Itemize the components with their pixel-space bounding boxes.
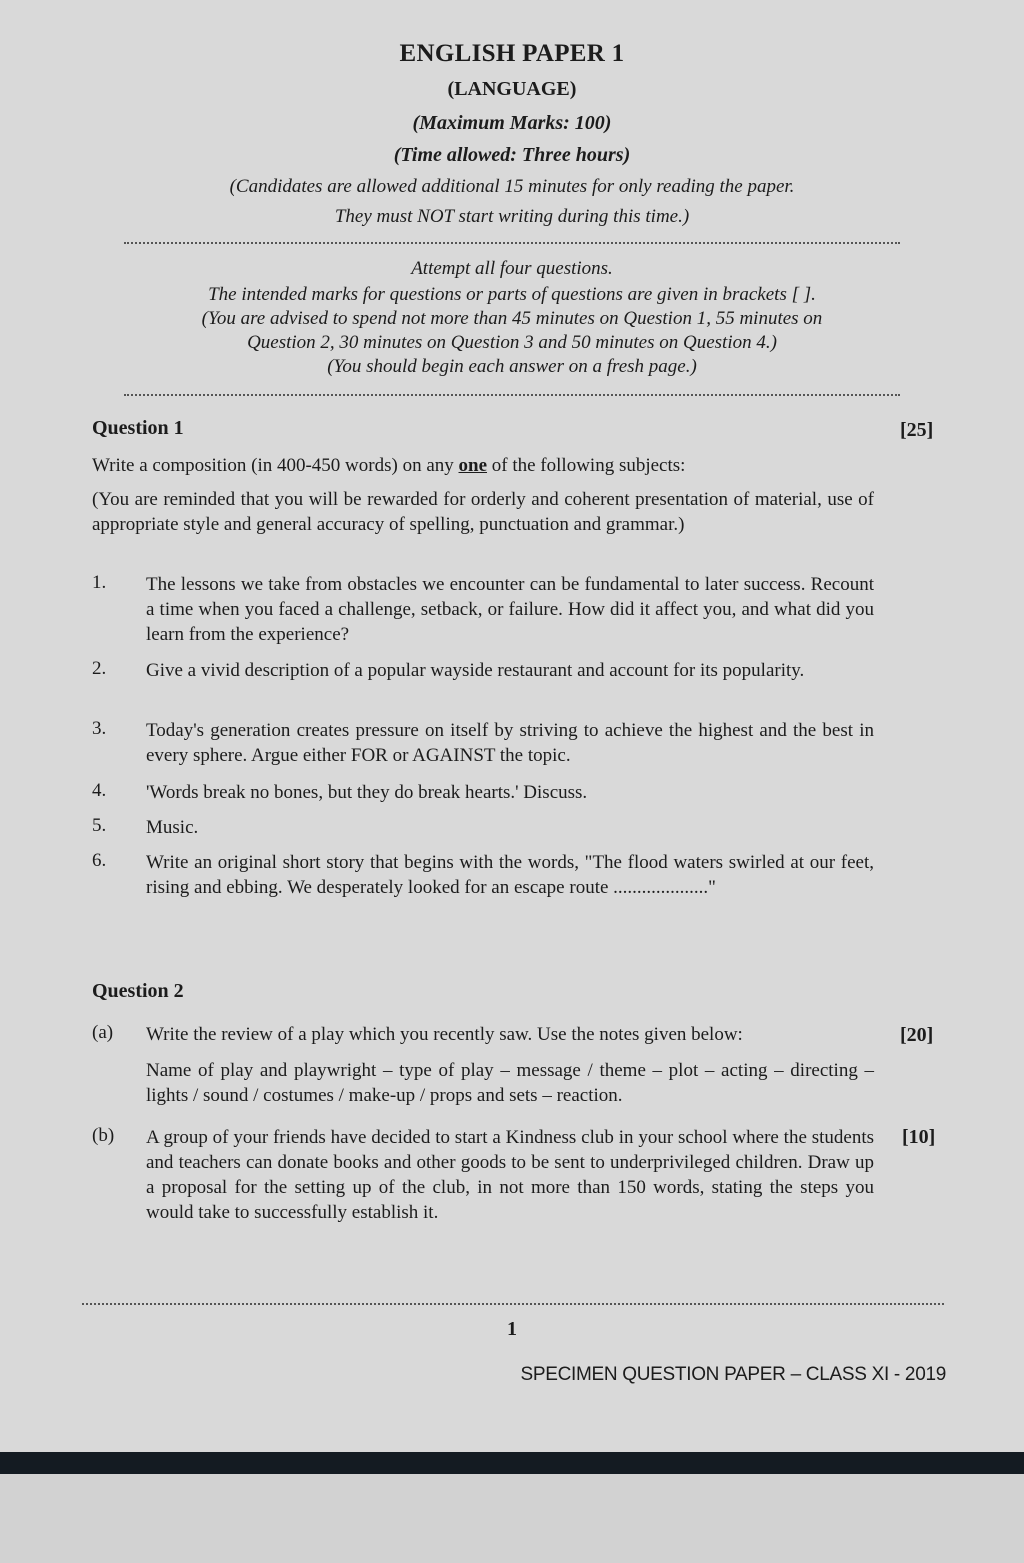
instruction-line-3: (You are advised to spend not more than 45 minutes on Question 1, 55 minutes on [201,308,823,329]
specimen-footer: SPECIMEN QUESTION PAPER – CLASS XI - 2019 [520,1364,946,1385]
list-item-number: 3. [92,718,107,739]
instruction-line-1: Attempt all four questions. [411,258,613,279]
part-a-label: (a) [92,1022,114,1043]
instruction-line-5: (You should begin each answer on a fresh page.) [327,356,697,377]
reading-time-notice-line-1: (Candidates are allowed additional 15 minutes for only reading the paper. [229,176,795,197]
question-1-heading: Question 1 [92,417,184,439]
list-item: Music. [146,817,199,838]
part-b-marks: [10] [902,1126,936,1148]
list-item: Write an original short story that begins with the words, "The flood waters swirled at our feet, rising and ebbing. We desperately looked for an escape route ...................." [146,852,874,898]
list-item-number: 4. [92,780,107,801]
divider-middle [124,394,900,396]
divider-footer [82,1303,944,1305]
list-item: Give a vivid description of a popular wayside restaurant and account for its popularity. [146,660,805,681]
paper-title: ENGLISH PAPER 1 [399,40,625,67]
part-a-notes: Name of play and playwright – type of play – message / theme – plot – acting – directing – lights / sound / costumes / make-up / props and sets – reaction. [146,1060,874,1106]
background-below-page [0,1474,1024,1563]
divider-top [124,242,900,244]
list-item: Today's generation creates pressure on itself by striving to achieve the highest and the best in every sphere. Argue either FOR or AGAINST the topic. [146,720,874,766]
time-allowed: (Time allowed: Three hours) [393,144,631,166]
question-2-heading: Question 2 [92,980,184,1002]
instruction-prefix: Write a composition (in 400-450 words) on any [92,455,459,476]
list-item-number: 6. [92,850,107,871]
question-1-instruction [92,453,874,478]
instruction-line-2: The intended marks for questions or parts of questions are given in brackets [ ]. [208,284,816,305]
instruction-emphasis: one [458,455,488,476]
part-a-marks: [20] [900,1024,934,1046]
paper-subtitle: (LANGUAGE) [447,78,577,100]
maximum-marks: (Maximum Marks: 100) [412,112,612,134]
reading-time-notice-line-2: They must NOT start writing during this time.) [334,206,690,227]
list-item: 'Words break no bones, but they do break hearts.' Discuss. [146,782,588,803]
list-item-number: 2. [92,658,107,679]
list-item: The lessons we take from obstacles we encounter can be fundamental to later success. Recount a time when you faced a challenge, setback, or failure. How did it affect you, and what did you learn from the experience? [146,574,874,645]
question-1-marks: [25] [900,419,934,441]
dark-band [0,1452,1024,1474]
page-number: 1 [507,1318,517,1340]
part-b-label: (b) [92,1125,115,1146]
question-1-note: (You are reminded that you will be rewarded for orderly and coherent presentation of material, use of appropriate style and general accuracy of spelling, punctuation and grammar.) [92,489,874,535]
list-item-number: 5. [92,815,107,836]
part-b-text: A group of your friends have decided to start a Kindness club in your school where the students and teachers can donate books and other goods to be sent to underprivileged children. Draw up a proposal for the setting up of the club, in not more than 150 words, stating the steps you would take to successfully establish it. [146,1127,874,1223]
list-item-number: 1. [92,572,107,593]
instruction-suffix: of the following subjects: [487,455,686,476]
instruction-line-4: Question 2, 30 minutes on Question 3 and 50 minutes on Question 4.) [247,332,777,353]
part-a-text: Write the review of a play which you recently saw. Use the notes given below: [146,1024,743,1045]
